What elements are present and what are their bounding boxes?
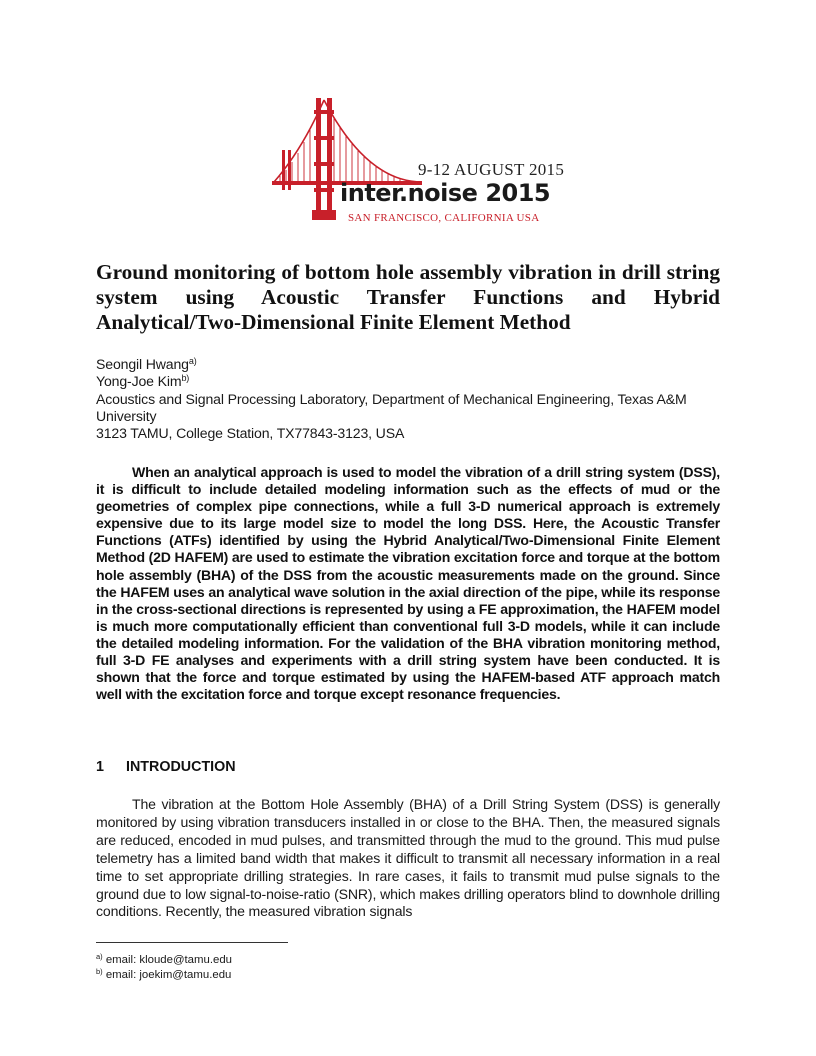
footnote-mark: a) xyxy=(96,952,103,961)
author-name: Seongil Hwang xyxy=(96,356,189,372)
affiliation: Acoustics and Signal Processing Laboratory, Department of Mechanical Engineering, Texas A&M University xyxy=(96,390,687,424)
golden-gate-bridge-icon xyxy=(272,90,422,230)
author-mark: a) xyxy=(188,356,197,366)
footnote-mark: b) xyxy=(96,967,103,976)
conference-name: inter.noise 2015 xyxy=(340,179,551,207)
conference-dates: 9-12 AUGUST 2015 xyxy=(418,160,565,179)
paper-title: Ground monitoring of bottom hole assembly vibration in drill string system using Acoustic Transfer Functions and Hybrid Analytical/Two-Dimensional Finite Element Method xyxy=(96,260,720,334)
footnote-text: email: joekim@tamu.edu xyxy=(105,969,232,981)
section-heading xyxy=(96,759,236,775)
abstract: When an analytical approach is used to model the vibration of a drill string system (DSS), it is difficult to include detailed modeling information such as the effects of mud or the geometries of complex pipe connections, while a full 3-D numerical approach is extremely expensive due to its large model size to model the long DSS. Here, the Acoustic Transfer Functions (ATFs) identified by using the Hybrid Analytical/Two-Dimensional Finite Element Method (2D HAFEM) are used to estimate the vibration excitation force and torque at the bottom hole assembly (BHA) of the DSS from the acoustic measurements made on the ground. Since the HAFEM uses an analytical wave solution in the axial direction of the pipe, while its response in the cross-sectional directions is represented by using a FE approximation, the HAFEM model is much more computationally efficient than conventional full 3-D models, while it can include the detailed modeling information. For the validation of the BHA vibration monitoring method, full 3-D FE analyses and experiments with a drill string system have been conducted. It is shown that the force and torque estimated by using the HAFEM-based ATF approach match well with the excitation force and torque except resonance frequencies. xyxy=(96,464,720,703)
author-mark: b) xyxy=(181,373,190,384)
footnote-text: email: kloude@tamu.edu xyxy=(105,954,233,966)
footnote-item xyxy=(96,968,232,983)
section-number: 1 xyxy=(96,759,104,775)
footnote-divider xyxy=(96,942,288,943)
address: 3123 TAMU, College Station, TX77843-3123, USA xyxy=(96,425,405,442)
author-block xyxy=(96,356,724,442)
author-line xyxy=(96,356,724,373)
conference-location: SAN FRANCISCO, CALIFORNIA USA xyxy=(348,212,540,224)
footnotes xyxy=(96,953,232,983)
author-line xyxy=(96,373,724,390)
section-title: INTRODUCTION xyxy=(126,759,236,775)
body-paragraph: The vibration at the Bottom Hole Assembly (BHA) of a Drill String System (DSS) is generally monitored by using vibration transducers installed in or close to the BHA. Then, the measured signals are reduced, encoded in mud pulses, and transmitted through the mud to the ground. This mud pulse telemetry has a limited band width that makes it difficult to transmit all necessary information in a real time to set appropriate drilling strategies. In rare cases, it fails to transmit mud pulse signals to the ground due to low signal-to-noise-ratio (SNR), which makes drilling operators blind to downhole drilling conditions. Recently, the measured vibration signals xyxy=(96,796,720,920)
footnote-item xyxy=(96,953,232,968)
conference-logo xyxy=(272,90,565,230)
author-name: Yong-Joe Kim xyxy=(96,373,182,390)
